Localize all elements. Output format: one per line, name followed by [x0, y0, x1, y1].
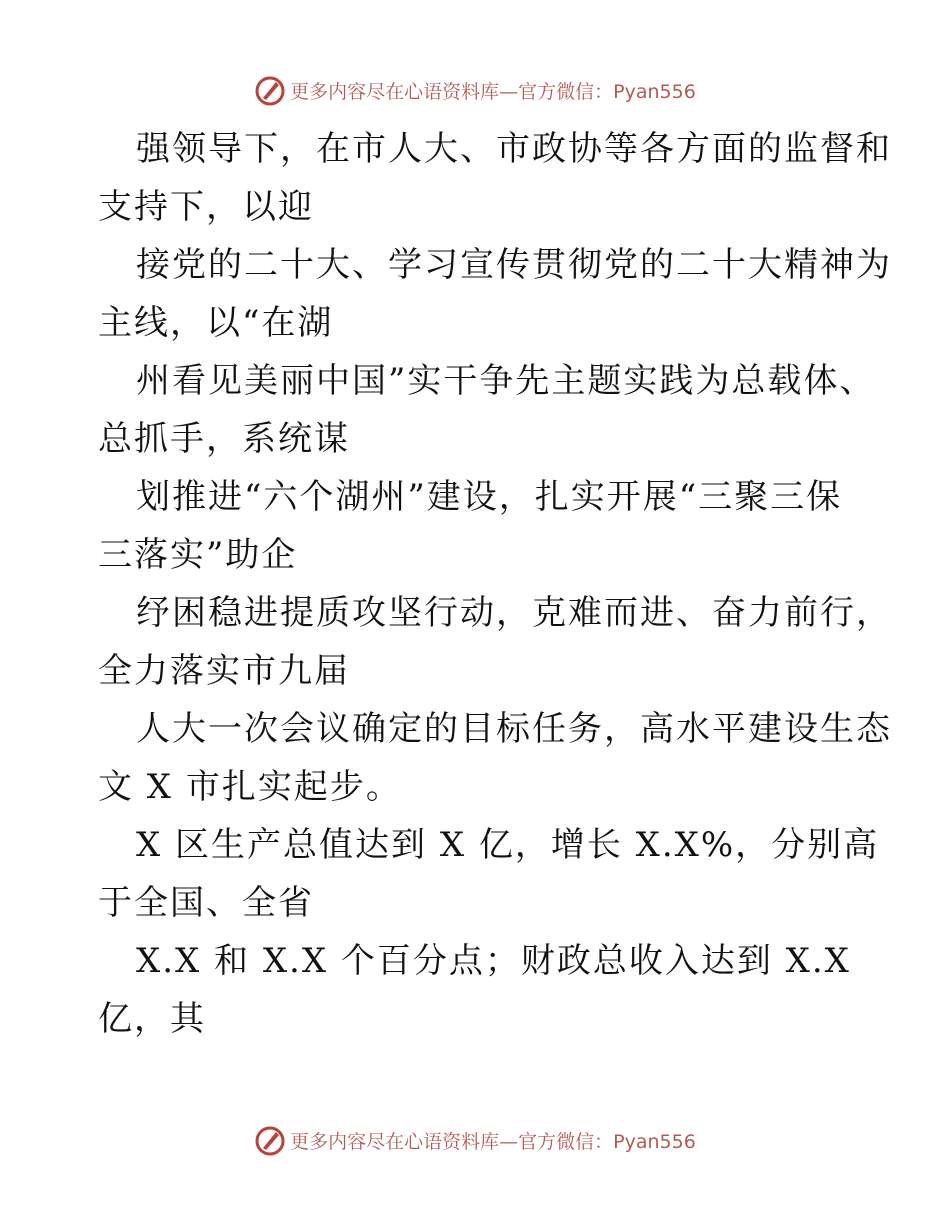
body-text-line: 主线，以“在湖	[98, 303, 334, 343]
body-text-line: 于全国、全省	[98, 883, 314, 923]
body-text-line: 总抓手，系统谋	[98, 419, 350, 459]
body-text-line: 州看见美丽中国”实干争先主题实践为总载体、	[136, 361, 876, 401]
body-text-line: 人大一次会议确定的目标任务，高水平建设生态	[136, 709, 892, 749]
quill-logo-icon	[254, 1124, 286, 1156]
document-body	[98, 120, 892, 1048]
body-text-line: 接党的二十大、学习宣传贯彻党的二十大精神为	[136, 245, 892, 285]
header-banner	[0, 70, 950, 110]
body-text-line: 划推进“六个湖州”建设，扎实开展“三聚三保	[136, 477, 843, 517]
body-text-line: 纾困稳进提质攻坚行动，克难而进、奋力前行，	[136, 593, 892, 633]
body-text-line: 全力落实市九届	[98, 651, 350, 691]
body-text-line: 亿，其	[98, 999, 206, 1039]
body-text-line: 支持下，以迎	[98, 187, 314, 227]
footer-banner	[0, 1120, 950, 1160]
body-text-line: 文 X 市扎实起步。	[98, 767, 402, 807]
body-text-line: X 区生产总值达到 X 亿，增长 X.X%，分别高	[136, 825, 880, 865]
quill-logo-icon	[254, 74, 286, 106]
body-text-line: 强领导下，在市人大、市政协等各方面的监督和	[136, 129, 892, 169]
footer-banner-text: 更多内容尽在心语资料库—官方微信：Pyan556	[290, 1130, 696, 1153]
header-banner-text: 更多内容尽在心语资料库—官方微信：Pyan556	[290, 80, 696, 103]
body-text-line: X.X 和 X.X 个百分点；财政总收入达到 X.X	[136, 941, 851, 981]
body-text-line: 三落实”助企	[98, 535, 298, 575]
